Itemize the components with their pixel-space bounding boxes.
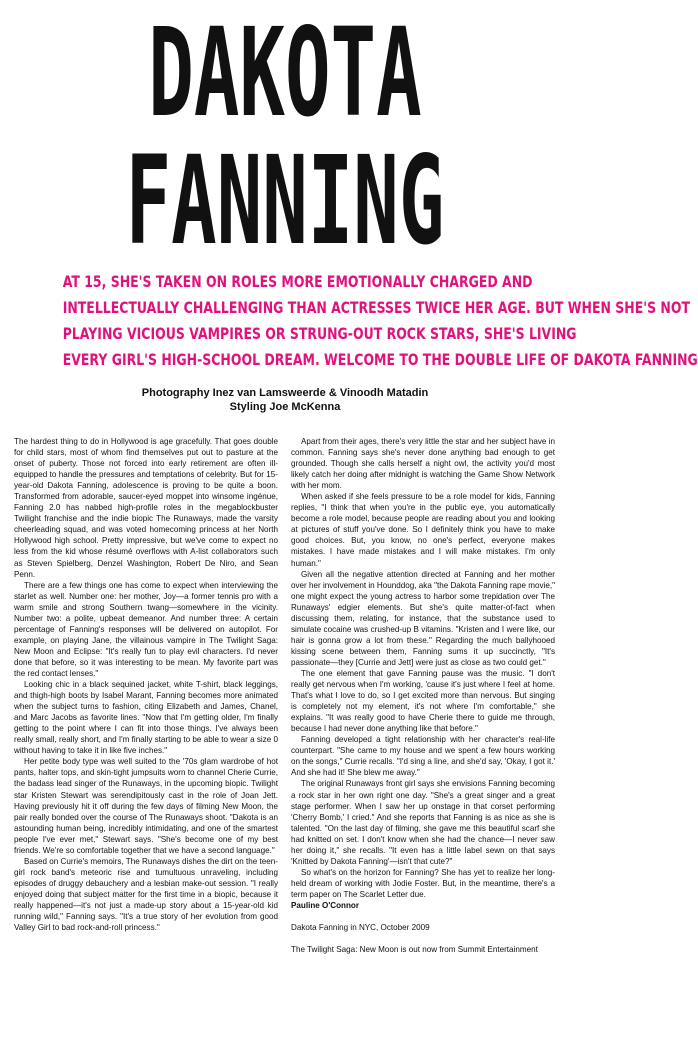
body-paragraph: Looking chic in a black sequined jacket, white T-shirt, black leggings, and thigh-high boots by Isabel Marant, Fanning becomes more animated when the subject turns to fashion, citing Elizabeth and James, Chanel, and Marc Jacobs as favorite lines. "Now that I'm getting older, I'm finally getting to the point where I can fit into those things. I've always been really small, really short, and I'm finally starting to be able to wear a size 0 without having to take it in like five inches." (14, 680, 278, 756)
styling-credit: Styling Joe McKenna (229, 401, 341, 413)
deck-line: AT 15, SHE'S TAKEN ON ROLES MORE EMOTIONALLY CHARGED AND (62, 272, 533, 291)
body-paragraph: Based on Currie's memoirs, The Runaways dishes the dirt on the teen-girl rock band's meteoric rise and tumultuous unraveling, including episodes of druggy debauchery and a lesbian make-out session. "I really enjoyed doing that subject matter for the first time in a biopic, because it really happened—it's not just a made-up story about a 15-year-old kid running wild," Fanning says. "It's a true story of her evolution from good Valley Girl to bad rock-and-roll princess." (14, 856, 278, 933)
photo-credits (0, 386, 570, 414)
body-column-left (14, 436, 278, 933)
body-paragraph: Her petite body type was well suited to the '70s glam wardrobe of hot pants, halter tops, and skin-tight jumpsuits worn to channel Cherie Currie, the badass lead singer of the Runaways, in the upcoming biopic. Twilight star Kristen Stewart was serendipitously cast in the role of Joan Jett. Having previously hit it off during the few days of filming New Moon, the pair really bonded over the course of The Runaways shoot. "Dakota is an astounding human being, incredibly intimidating, and one of the smartest people I've ever met," Stewart says. "She's become one of my best friends. We're so comfortable together that we have a second language." (14, 757, 278, 855)
deck-line: EVERY GIRL'S HIGH-SCHOOL DREAM. WELCOME TO THE DOUBLE LIFE OF DAKOTA FANNING (62, 350, 698, 369)
body-paragraph: Given all the negative attention directed at Fanning and her mother over her involvement in Hounddog, aka "the Dakota Fanning rape movie," one might expect the young actress to harbor some trepidation over The Runaways' edgier elements. But she's quite matter-of-fact when discussing them, relating, for instance, that the substance used to simulate cocaine was crushed-up B vitamins. "Kristen and I were like, our hair is gonna grow a lot from these." Regarding the much ballyhooed kissing scene between them, Fanning sums it up succinctly, "It's passionate—they [Currie and Jett] were just as close as two could get." (291, 569, 555, 667)
body-paragraph: So what's on the horizon for Fanning? She has yet to realize her long-held dream of working with Jodie Foster. But, in the meantime, there's a term paper on The Scarlet Letter due. (291, 867, 555, 899)
deck-line: INTELLECTUALLY CHALLENGING THAN ACTRESSES TWICE HER AGE. BUT WHEN SHE'S NOT (62, 298, 690, 317)
release-note: The Twilight Saga: New Moon is out now from Summit Entertainment (291, 945, 538, 955)
body-paragraph: Apart from their ages, there's very little the star and her subject have in common. Fanning says she's never done anything bad enough to get grounded. Though she calls herself a night owl, the activity you'd most likely catch her doing after midnight is watching the Game Show Network with her mom. (291, 437, 555, 491)
article-title-line-2: FANNING (125, 130, 445, 272)
author-byline: Pauline O'Connor (291, 900, 360, 910)
body-paragraph: Fanning developed a tight relationship with her character's real-life counterpart. "She came to my house and we spent a few hours working on the songs," Currie recalls. "I'd sing a line, and she'd say, 'Okay, I got it.' And she had it! She blew me away." (291, 735, 556, 778)
body-column-right (291, 436, 555, 955)
photo-caption: Dakota Fanning in NYC, October 2009 (291, 923, 430, 933)
article-title-line-1: DAKOTA (148, 2, 422, 144)
photography-credit: Photography Inez van Lamsweerde & Vinoodh Matadin (141, 387, 429, 399)
article-deck (0, 269, 698, 373)
body-paragraph: The one element that gave Fanning pause was the music. "I don't really get nervous when I'm working, 'cause it's just where I feel at home. That's what I love to do, so I get excited more than nervous. But singing is completely not my element, it's not where I'm comfortable," she explains. "It was really good to have Cherie there to guide me through, because I had never done anything like that before." (291, 668, 555, 734)
body-paragraph: The hardest thing to do in Hollywood is age gracefully. That goes double for child stars, most of whom find themselves put out to pasture at the onset of puberty. Those not forced into early retirement are often ill-equipped to handle the pressures and temptations of celebrity. But for 15-year-old Dakota Fanning, adolescence is proving to be quite a boon. Transformed from adorable, saucer-eyed moppet into winsome ingénue, Fanning 2.0 has nabbed high-profile roles in the megablockbuster Twilight franchise and the indie biopic The Runaways, made the varsity cheerleading squad, and was voted homecoming princess at her North Hollywood high school. Pretty impressive, but we've come to expect no less from the kid whose résumé overflows with A-list collaborators such as Steven Spielberg, Denzel Washington, Robert De Niro, and Sean Penn. (14, 437, 278, 579)
body-paragraph: When asked if she feels pressure to be a role model for kids, Fanning replies, "I think that when you're in the public eye, you automatically become a role model, because people are reading about you and looking at pictures of stuff you've done. So I definitely think you have to make good choices. But, you know, no one's perfect, everyone makes mistakes. I have made mistakes and I will make mistakes. I'm only human." (291, 492, 555, 568)
deck-line: PLAYING VICIOUS VAMPIRES OR STRUNG-OUT ROCK STARS, SHE'S LIVING (62, 324, 577, 343)
body-paragraph: There are a few things one has come to expect when interviewing the starlet as well. Number one: her mother, Joy—a former tennis pro with a warm smile and strong Southern twang—somewhere in the vicinity. Number two: a polite, upbeat demeanor. And number three: A certain percentage of Fanning's responses will be delivered on autopilot. For example, on playing Jane, the villainous vampire in The Twilight Saga: New Moon and Eclipse: "It's really fun to play evil characters. I'd never done that before, so it was interesting to be mean. My favorite part was the red contact lenses." (14, 580, 278, 678)
body-paragraph: The original Runaways front girl says she envisions Fanning becoming a rock star in her own right one day. "She's a great singer and a great stage performer. When I saw her up onstage in that corset performing 'Cherry Bomb,' I cried." And she reports that Fanning is as nice as she is talented. "On the last day of filming, she gave me this beautiful scarf she had knitted on set. I don't know when she had the chance—I never saw her doing it," she recalls. "It even has a little label sewn on that says 'Knitted by Dakota Fanning'—isn't that cute?" (291, 779, 555, 866)
